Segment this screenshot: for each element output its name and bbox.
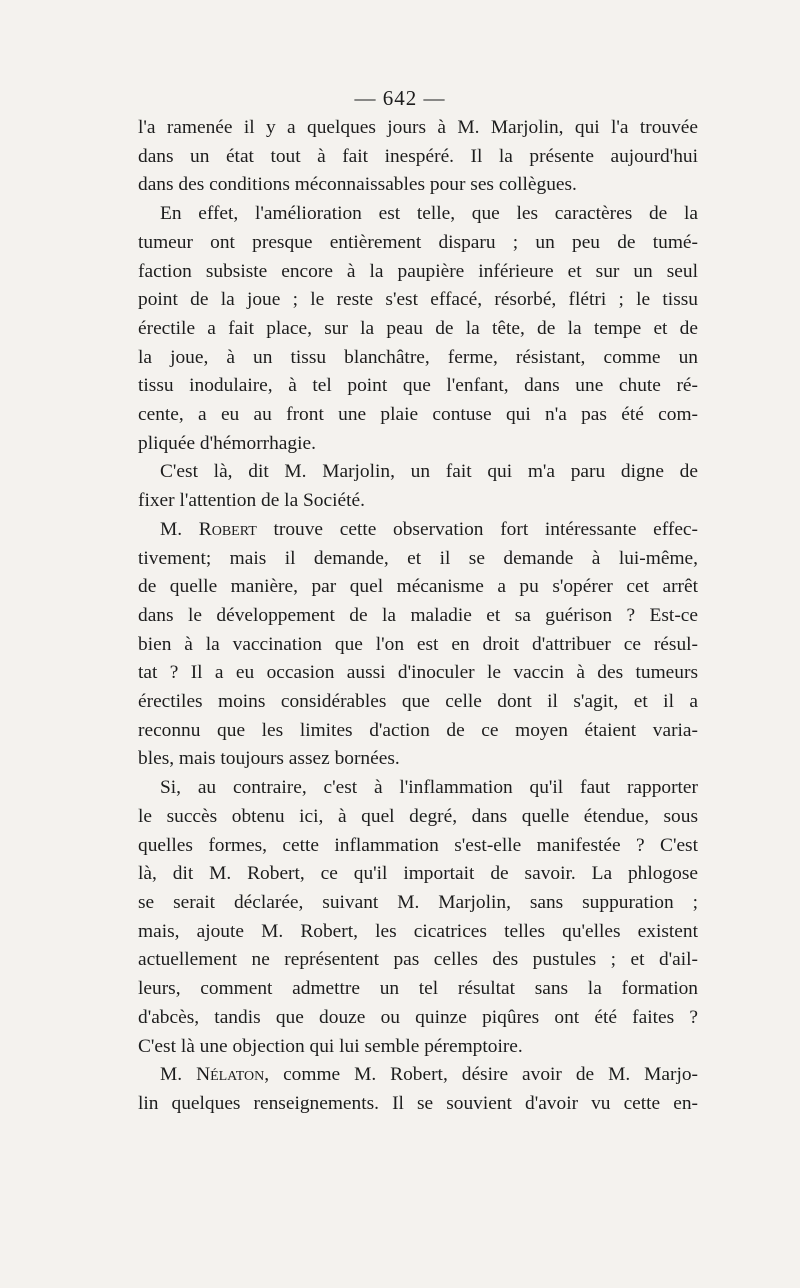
text-line: se serait déclarée, suivant M. Marjolin, sans suppuration ; <box>138 891 698 913</box>
text-line: bles, mais toujours assez bornées. <box>138 748 400 770</box>
speaker-prefix: M. <box>160 518 199 540</box>
text-line: érectile a fait place, sur la peau de la tête, de la tempe et de <box>138 317 698 339</box>
text-line-rest: trouve cette observation fort intéressante effec- <box>256 518 698 540</box>
text-line: d'abcès, tandis que douze ou quinze piqûres ont été faites ? <box>138 1006 698 1028</box>
text-line <box>138 516 698 545</box>
text-line: pliquée d'hémorrhagie. <box>138 432 316 454</box>
page-number: — 642 — <box>354 86 446 110</box>
text-line: leurs, comment admettre un tel résultat sans la formation <box>138 978 698 1000</box>
speaker-prefix: M. <box>160 1064 197 1086</box>
text-line: En effet, l'amélioration est telle, que les caractères de la <box>160 203 698 225</box>
text-line: reconnu que les limites d'action de ce moyen étaient varia- <box>138 719 698 741</box>
text-line: dans le développement de la maladie et sa guérison ? Est-ce <box>138 604 698 626</box>
text-line: dans des conditions méconnaissables pour ses collègues. <box>138 174 577 196</box>
body-text <box>138 114 698 1119</box>
speaker-name: Nélaton <box>196 1064 265 1086</box>
text-line: faction subsiste encore à la paupière inférieure et sur un seul <box>138 260 698 282</box>
text-line: point de la joue ; le reste s'est effacé, résorbé, flétri ; le tissu <box>138 289 698 311</box>
text-line: là, dit M. Robert, ce qu'il importait de savoir. La phlogose <box>138 863 698 885</box>
text-line: tissu inodulaire, à tel point que l'enfant, dans une chute ré- <box>138 375 698 397</box>
text-line: Si, au contraire, c'est à l'inflammation qu'il faut rapporter <box>160 777 698 799</box>
text-line: quelles formes, cette inflammation s'est-elle manifestée ? C'est <box>138 834 698 856</box>
text-line: de quelle manière, par quel mécanisme a pu s'opérer cet arrêt <box>138 576 698 598</box>
text-line: C'est là une objection qui lui semble péremptoire. <box>138 1035 523 1057</box>
text-line-rest: , comme M. Robert, désire avoir de M. Marjo- <box>264 1064 698 1086</box>
text-line: érectiles moins considérables que celle dont il s'agit, et il a <box>138 691 698 713</box>
text-line <box>138 1061 698 1090</box>
text-line: la joue, à un tissu blanchâtre, ferme, résistant, comme un <box>138 346 698 368</box>
text-line: tat ? Il a eu occasion aussi d'inoculer le vaccin à des tumeurs <box>138 662 698 684</box>
text-line: fixer l'attention de la Société. <box>138 490 365 512</box>
text-line: dans un état tout à fait inespéré. Il la présente aujourd'hui <box>138 145 698 167</box>
text-line: lin quelques renseignements. Il se souvient d'avoir vu cette en- <box>138 1092 698 1114</box>
text-line: tivement; mais il demande, et il se demande à lui-même, <box>138 547 698 569</box>
text-line: tumeur ont presque entièrement disparu ; un peu de tumé- <box>138 231 698 253</box>
text-line: l'a ramenée il y a quelques jours à M. Marjolin, qui l'a trouvée <box>138 117 698 138</box>
text-line: actuellement ne représentent pas celles des pustules ; et d'ail- <box>138 949 698 971</box>
text-line: cente, a eu au front une plaie contuse qui n'a pas été com- <box>138 404 698 426</box>
speaker-name: Robert <box>198 518 257 540</box>
text-line: mais, ajoute M. Robert, les cicatrices telles qu'elles existent <box>138 920 698 942</box>
text-line: C'est là, dit M. Marjolin, un fait qui m'a paru digne de <box>160 461 698 483</box>
text-line: le succès obtenu ici, à quel degré, dans quelle étendue, sous <box>138 805 698 827</box>
text-line: bien à la vaccination que l'on est en droit d'attribuer ce résul- <box>138 633 698 655</box>
